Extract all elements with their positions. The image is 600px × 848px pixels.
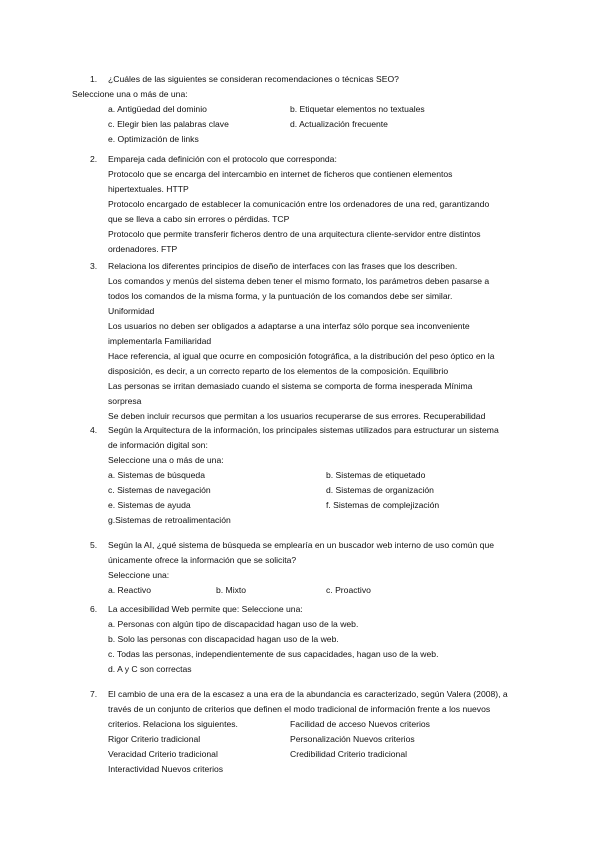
question-number: 2.: [90, 154, 98, 164]
question-line: todos los comandos de la misma forma, y la puntuación de los comandos debe ser similar.: [108, 291, 453, 301]
option: a. Personas con algún tipo de discapacidad hagan uso de la web.: [108, 619, 359, 629]
question-line: Los comandos y menús del sistema deben tener el mismo formato, los parámetros deben pasarse a: [108, 276, 490, 286]
criteria-right: Credibilidad Criterio tradicional: [290, 749, 408, 759]
option: a. Reactivo: [108, 585, 151, 595]
question-line: Se deben incluir recursos que permitan a los usuarios recuperarse de sus errores. Recuperabilidad: [108, 411, 486, 421]
option: b. Sistemas de etiquetado: [326, 470, 426, 480]
question-line: Protocolo que se encarga del intercambio en internet de ficheros que contienen elementos: [108, 169, 453, 179]
question-line: únicamente ofrece la información que se solicita?: [108, 555, 297, 565]
instruction-text: Seleccione una:: [108, 570, 170, 580]
question-number: 3.: [90, 261, 98, 271]
option: d. A y C son correctas: [108, 664, 192, 674]
question-line: Protocolo encargado de establecer la comunicación entre los ordenadores de una red, garantizando: [108, 199, 490, 209]
option: b. Etiquetar elementos no textuales: [290, 104, 425, 114]
option: e. Sistemas de ayuda: [108, 500, 191, 510]
criteria-left: criterios. Relaciona los siguientes.: [108, 719, 238, 729]
option: c. Todas las personas, independientemente de sus capacidades, hagan uso de la web.: [108, 649, 439, 659]
question-text: ¿Cuáles de las siguientes se consideran recomendaciones o técnicas SEO?: [108, 74, 399, 84]
option: e. Optimización de links: [108, 134, 199, 144]
question-line: Las personas se irritan demasiado cuando el sistema se comporta de forma inesperada Mínima: [108, 381, 473, 391]
question-line: Uniformidad: [108, 306, 155, 316]
option: d. Actualización frecuente: [290, 119, 388, 129]
question-line: Según la AI, ¿qué sistema de búsqueda se emplearía en un buscador web interno de uso común que: [108, 540, 495, 550]
instruction-text: Seleccione una o más de una:: [72, 89, 188, 99]
question-line: La accesibilidad Web permite que: Seleccione una:: [108, 604, 303, 614]
option: c. Proactivo: [326, 585, 371, 595]
question-number: 5.: [90, 540, 98, 550]
instruction-text: Seleccione una o más de una:: [108, 455, 224, 465]
question-line: Hace referencia, al igual que ocurre en composición fotográfica, a la distribución del peso óptico en la: [108, 351, 495, 361]
criteria-left: Interactividad Nuevos criterios: [108, 764, 224, 774]
question-line: Relaciona los diferentes principios de diseño de interfaces con las frases que los describen.: [108, 261, 458, 271]
question-line: Protocolo que permite transferir ficheros dentro de una arquitectura cliente-servidor entre distintos: [108, 229, 481, 239]
option: c. Sistemas de navegación: [108, 485, 211, 495]
option: d. Sistemas de organización: [326, 485, 434, 495]
question-line: disposición, es decir, a un correcto reparto de los elementos de la composición. Equilibrio: [108, 366, 449, 376]
question-line: de información digital son:: [108, 440, 208, 450]
question-line: implementarla Familiaridad: [108, 336, 212, 346]
option: a. Sistemas de búsqueda: [108, 470, 205, 480]
question-line: que se lleva a cabo sin errores o pérdidas. TCP: [108, 214, 290, 224]
option: b. Solo las personas con discapacidad hagan uso de la web.: [108, 634, 339, 644]
option: f. Sistemas de complejización: [326, 500, 440, 510]
question-line: Según la Arquitectura de la información, los principales sistemas utilizados para estructurar un sistema: [108, 425, 499, 435]
question-line: Empareja cada definición con el protocolo que corresponda:: [108, 154, 337, 164]
criteria-left: Rigor Criterio tradicional: [108, 734, 201, 744]
question-number: 4.: [90, 425, 98, 435]
question-line: ordenadores. FTP: [108, 244, 178, 254]
criteria-right: Facilidad de acceso Nuevos criterios: [290, 719, 430, 729]
criteria-left: Veracidad Criterio tradicional: [108, 749, 218, 759]
question-line: El cambio de una era de la escasez a una era de la abundancia es caracterizado, según Valera (2008), a: [108, 689, 508, 699]
criteria-right: Personalización Nuevos criterios: [290, 734, 415, 744]
option: b. Mixto: [216, 585, 247, 595]
option: a. Antigüedad del dominio: [108, 104, 207, 114]
option: g.Sistemas de retroalimentación: [108, 515, 231, 525]
question-line: hipertextuales. HTTP: [108, 184, 189, 194]
question-number: 1.: [90, 74, 98, 84]
question-number: 7.: [90, 689, 98, 699]
question-line: sorpresa: [108, 396, 142, 406]
question-line: través de un conjunto de criterios que definen el modo tradicional de información frente a los nuevos: [108, 704, 491, 714]
option: c. Elegir bien las palabras clave: [108, 119, 229, 129]
question-line: Los usuarios no deben ser obligados a adaptarse a una interfaz sólo porque sea inconveniente: [108, 321, 470, 331]
question-number: 6.: [90, 604, 98, 614]
